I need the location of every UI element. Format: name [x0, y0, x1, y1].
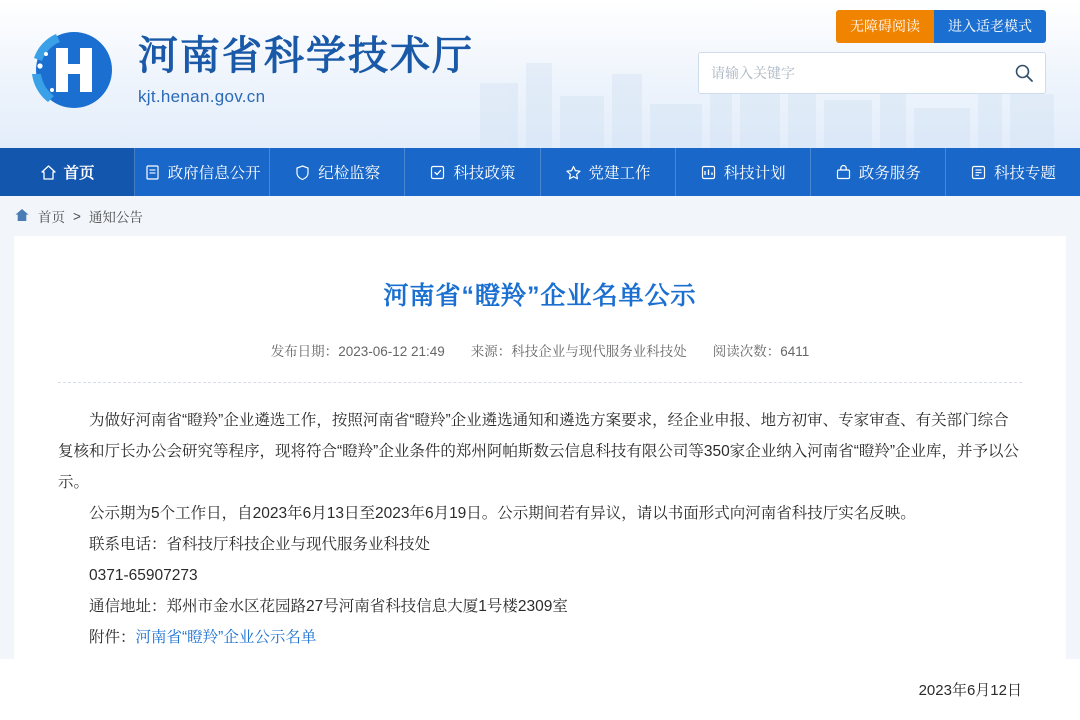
nav-label: 科技政策 [453, 165, 516, 182]
nav-label: 科技专题 [993, 165, 1056, 182]
site-title: 河南省科学技术厅 [138, 34, 474, 78]
search-input[interactable] [699, 65, 1003, 81]
henan-kjt-logo-icon [26, 28, 122, 112]
search-icon [1014, 63, 1034, 83]
source-label: 来源： [470, 344, 512, 359]
plan-icon [700, 164, 717, 181]
article-meta [58, 340, 1022, 360]
nav-item-discipline-inspection[interactable] [270, 148, 405, 196]
article-container [14, 236, 1066, 720]
policy-icon [429, 164, 446, 181]
article-paragraph: 公示期为5个工作日，自2023年6月13日至2023年6月19日。公示期间若有异议，请以书面形式向河南省科技厅实名反映。 [89, 505, 916, 522]
home-icon [14, 207, 30, 226]
nav-item-government-info[interactable] [135, 148, 270, 196]
nav-item-home[interactable] [0, 148, 135, 196]
sign-date: 2023年6月12日 [918, 682, 1022, 699]
breadcrumb-separator: > [73, 208, 81, 224]
nav-item-tech-plan[interactable] [676, 148, 811, 196]
search-button[interactable] [1003, 53, 1045, 93]
document-icon [144, 164, 161, 181]
accessibility-button[interactable]: 无障碍阅读 [836, 10, 934, 43]
site-header [0, 0, 1080, 148]
main-nav [0, 148, 1080, 196]
service-icon [835, 164, 852, 181]
publish-date-item [271, 340, 445, 360]
views-label: 阅读次数： [712, 344, 781, 359]
article-paragraph: 0371-65907273 [89, 567, 198, 584]
attachment-row [58, 622, 1022, 653]
nav-label: 科技计划 [723, 165, 786, 182]
nav-label: 党建工作 [588, 165, 651, 182]
article-paragraph: 通信地址：郑州市金水区花园路27号河南省科技信息大厦1号楼2309室 [89, 598, 568, 615]
site-url: kjt.henan.gov.cn [138, 87, 266, 106]
home-icon [40, 164, 57, 181]
breadcrumb-item-home[interactable]: 首页 [38, 210, 65, 225]
article-paragraph: 联系电话：省科技厅科技企业与现代服务业科技处 [89, 536, 431, 553]
publish-date-label: 发布日期： [270, 344, 339, 359]
search-box[interactable] [698, 52, 1046, 94]
shield-icon [294, 164, 311, 181]
article-paragraph: 为做好河南省“瞪羚”企业遴选工作，按照河南省“瞪羚”企业遴选通知和遴选方案要求，经企业申报、地方初审、专家审查、有关部门综合复核和厅长办公会研究等程序，现将符合“瞪羚”企业条件的郑州阿帕斯数云信息科技有限公司等350家企业纳入河南省“瞪羚”企业库，并予以公示。 [58, 412, 1020, 491]
nav-label: 政务服务 [858, 165, 921, 182]
breadcrumb [0, 196, 1080, 236]
top-buttons [836, 10, 1046, 43]
nav-label: 首页 [63, 165, 95, 182]
page-title: 河南省“瞪羚”企业名单公示 [383, 282, 697, 310]
elder-mode-button[interactable]: 进入适老模式 [934, 10, 1046, 43]
nav-label: 纪检监察 [318, 165, 381, 182]
views-value: 6411 [780, 344, 810, 359]
source-item [471, 340, 687, 360]
topic-icon [970, 164, 987, 181]
nav-item-tech-topics[interactable] [946, 148, 1080, 196]
star-icon [565, 164, 582, 181]
attachment-label: 附件： [89, 629, 136, 646]
breadcrumb-item-notice[interactable]: 通知公告 [88, 210, 143, 225]
nav-item-government-service[interactable] [811, 148, 946, 196]
attachment-link[interactable]: 河南省“瞪羚”企业公示名单 [135, 629, 317, 646]
views-item [713, 340, 810, 360]
source-value: 科技企业与现代服务业科技处 [511, 344, 687, 359]
publish-date-value: 2023-06-12 21:49 [338, 344, 445, 359]
nav-label: 政府信息公开 [167, 165, 261, 182]
nav-item-party-building[interactable] [541, 148, 676, 196]
site-logo[interactable] [26, 28, 474, 112]
nav-item-tech-policy[interactable] [405, 148, 540, 196]
article-body [58, 383, 1022, 720]
